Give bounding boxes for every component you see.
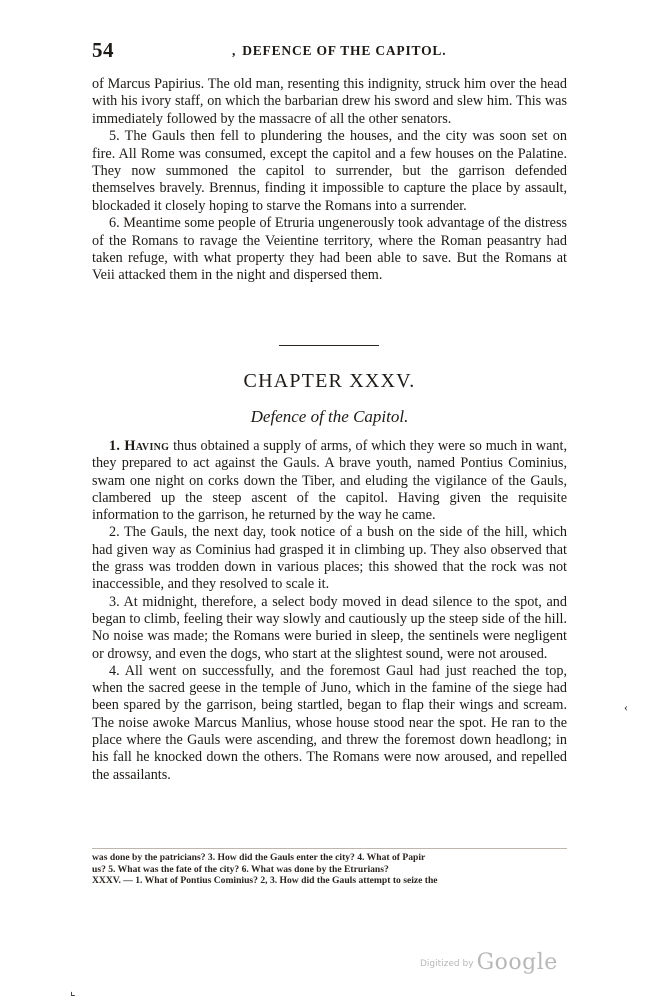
google-logo: Google (476, 950, 558, 975)
chapter-paragraph-3: 3. At midnight, therefore, a select body moved in dead silence to the spot, and began to climb, feeling their way slowly and cautiously up the steep side of the hill. No noise was made; the Romans were buried in sleep, the sentinels were negligent or drowsy, and even the dogs, who start at the slightest sound, were not aroused. (92, 593, 567, 662)
chapter-paragraph-2: 2. The Gauls, the next day, took notice of a bush on the side of the hill, which had given way as Cominius had grasped it in climbing up. They also observed that the grass was trodden down in various places; this showed that the rock was not inaccessible, and they resolved to scale it. (92, 524, 567, 593)
page-header (92, 38, 572, 62)
chapter-paragraph-4: 4. All went on successfully, and the foremost Gaul had just reached the top, when the sacred geese in the temple of Juno, which in the famine of the siege had been spared by the garrison, being startled, began to flap their wings and scream. The noise awoke Marcus Manlius, whose house stood near the spot. He ran to the place where the Gauls were ascending, and threw the foremost down headlong; in his fall he knocked down the others. The Romans were now aroused, and repelled the assailants. (92, 662, 567, 783)
paragraph-6: 6. Meantime some people of Etruria ungenerously took advantage of the distress of the Romans to ravage the Veientine territory, where the Roman peasantry had taken refuge, with what property they had been able to save. But the Romans at Veii attacked them in the night and dispersed them. (92, 215, 567, 284)
running-title-text: DEFENCE OF THE CAPITOL. (242, 43, 447, 58)
footnote-line-1: was done by the patricians? 3. How did the Gauls enter the city? 4. What of Papir (92, 852, 426, 863)
footnote-rule (92, 848, 567, 849)
chapter-subtitle: Defence of the Capitol. (250, 407, 409, 426)
running-title (232, 43, 446, 59)
footnote-line-2: us? 5. What was the fate of the city? 6. What was done by the Etrurians? (92, 863, 389, 875)
chapter-heading: CHAPTER XXXV. (243, 370, 416, 392)
preceding-section-text (92, 76, 567, 285)
chapter-body (92, 438, 567, 784)
header-separator: , (232, 43, 237, 58)
section-divider (279, 345, 379, 346)
footnote-line-3: XXXV. — 1. What of Pontius Cominius? 2, 3. How did the Gauls attempt to seize the (92, 875, 438, 887)
page-number: 54 (92, 38, 114, 62)
chapter-paragraph-1 (92, 438, 567, 524)
margin-mark: ‹ (624, 700, 628, 714)
paragraph-4-continuation: of Marcus Papirius. The old man, resenting this indignity, struck him over the head with his ivory staff, on which the barbarian drew his sword and slew him. This was immediately followed by the massacre of all the other senators. (92, 76, 567, 127)
digitized-watermark (420, 950, 558, 980)
paragraph-1-text: thus obtained a supply of arms, of which they were so much in want, they prepared to act against the Gauls. A brave youth, named Pontius Cominius, swam one night on corks down the Tiber, and eluding the vigilance of the Gauls, clambered up the steep ascent of the capitol. Having given the requisite information to the garrison, he returned by the way he came. (92, 438, 567, 524)
paragraph-5: 5. The Gauls then fell to plundering the houses, and the city was soon set on fire. All Rome was consumed, except the capitol and a few houses on the Palatine. They now summoned the capitol to surrender, but the garrison defended themselves bravely. Brennus, finding it impossible to capture the place by assault, blockaded it closely hoping to starve the Romans into a surrender. (92, 128, 567, 214)
watermark-prefix: Digitized by (420, 959, 474, 969)
paragraph-lead-word: 1. Having (109, 438, 170, 454)
corner-mark: ⌞ (70, 984, 76, 998)
footnotes (92, 852, 567, 887)
